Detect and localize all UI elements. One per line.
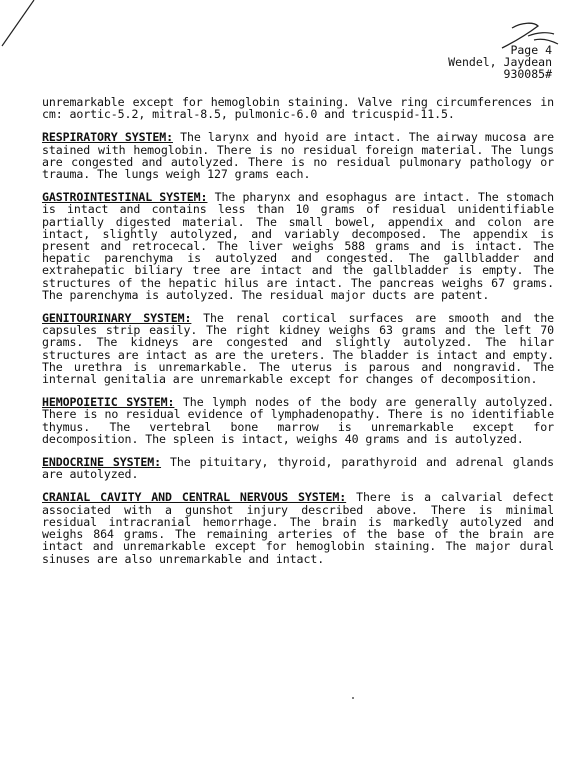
respiratory-heading: RESPIRATORY SYSTEM: — [42, 130, 173, 145]
genitourinary-text: The renal cortical surfaces are smooth and the capsules strip easily. The right kidney weighs 63 grams and the left 70 grams. The kidneys are congested and slightly autolyzed. The hilar structures are intact as are the ureters. The bladder is intact and empty. The urethra is unremarkable. The uterus is parous and nongravid. The internal genitalia are unremarkable except for changes of decomposition. — [42, 311, 554, 387]
corner-line — [0, 0, 60, 50]
page-number: Page 4 — [510, 43, 552, 57]
page-header — [402, 44, 552, 80]
decedent-name: Wendel, Jaydean — [448, 55, 552, 69]
report-body — [42, 96, 554, 576]
scan-speck — [352, 697, 354, 699]
endocrine-section — [42, 456, 554, 480]
respiratory-text: The larynx and hyoid are intact. The airway mucosa are stained with hemoglobin. There is no residual foreign material. The lungs are congested and autolyzed. There is no residual pulmonary pathology or trauma. The lungs weigh 127 grams each. — [42, 130, 554, 182]
gastrointestinal-text: The pharynx and esophagus are intact. The stomach is intact and contains less than 10 grams of residual unidentifiable partially digested material. The small bowel, appendix and colon are intact, slightly autolyzed, and variably decomposed. The appendix is present and retrocecal. The liver weighs 588 grams and is intact. The hepatic parenchyma is autolyzed and congested. The gallbladder and extrahepatic biliary tree are intact and the gallbladder is empty. The structures of the hepatic hilus are intact. The pancreas weighs 67 grams. The parenchyma is autolyzed. The residual major ducts are patent. — [42, 190, 554, 302]
gastrointestinal-heading: GASTROINTESTINAL SYSTEM: — [42, 190, 208, 205]
genitourinary-section — [42, 312, 554, 385]
gastrointestinal-section — [42, 191, 554, 301]
cranial-section — [42, 491, 554, 564]
hemopoietic-heading: HEMOPOIETIC SYSTEM: — [42, 395, 175, 410]
cranial-heading: CRANIAL CAVITY AND CENTRAL NERVOUS SYSTEM: — [42, 490, 347, 505]
case-number: 930085# — [503, 67, 552, 81]
hemopoietic-text: The lymph nodes of the body are generally autolyzed. There is no residual evidence of lymphadenopathy. There is no identifiable thymus. The vertebral bone marrow is unremarkable except for decomposition. The spleen is intact, weighs 40 grams and is autolyzed. — [42, 395, 554, 446]
cranial-text: There is a calvarial defect associated with a gunshot injury described above. There is minimal residual intracranial hemorrhage. The brain is markedly autolyzed and weighs 864 grams. The remaining arteries of the base of the brain are intact and unremarkable except for hemoglobin staining. The major dural sinuses are also unremarkable and intact. — [42, 490, 554, 566]
endocrine-heading: ENDOCRINE SYSTEM: — [42, 455, 162, 470]
intro-paragraph: unremarkable except for hemoglobin staining. Valve ring circumferences in cm: aortic-5.2, mitral-8.5, pulmonic-6.0 and tricuspid-11.5. — [42, 95, 554, 122]
genitourinary-heading: GENITOURINARY SYSTEM: — [42, 311, 192, 326]
hemopoietic-section — [42, 396, 554, 445]
endocrine-text: The pituitary, thyroid, parathyroid and adrenal glands are autolyzed. — [42, 455, 554, 482]
respiratory-section — [42, 131, 554, 180]
